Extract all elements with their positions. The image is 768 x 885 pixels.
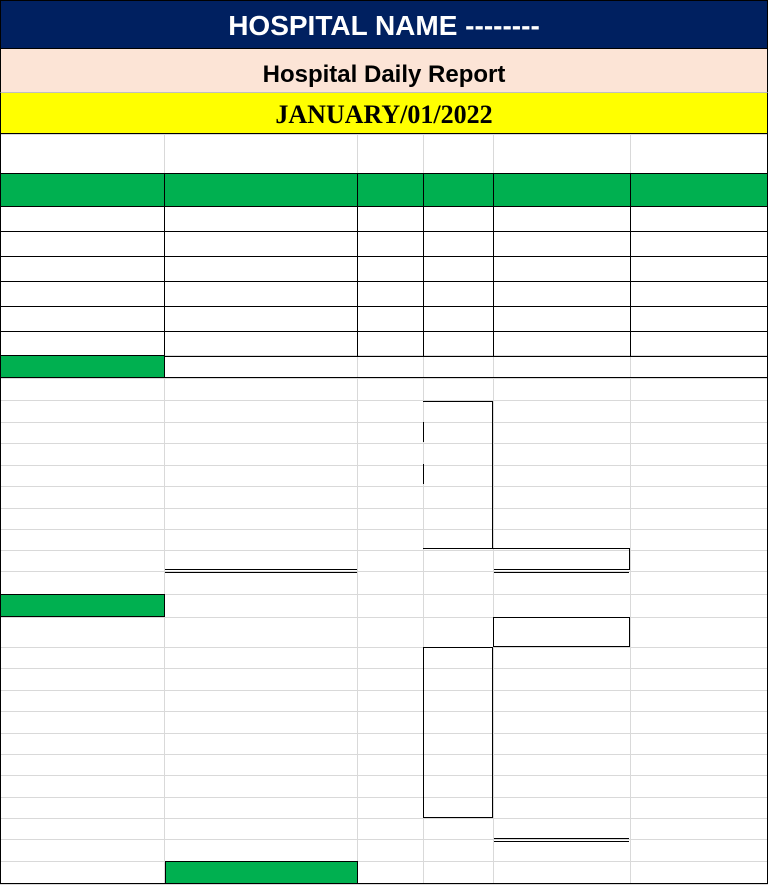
doctor-name xyxy=(0,206,165,232)
total-receipts-label xyxy=(165,550,357,569)
receipt-item xyxy=(358,444,492,465)
doctor-table-cell xyxy=(630,331,768,357)
doctor-table-cell xyxy=(630,281,768,307)
doctor-table-cell xyxy=(423,281,494,307)
grid-line xyxy=(423,647,424,817)
grid-line xyxy=(492,401,493,549)
doctor-table-cell xyxy=(630,256,768,282)
grid-line xyxy=(423,817,493,818)
grid-line xyxy=(165,569,357,570)
column-header-no-of-pts xyxy=(493,173,631,207)
report-title-banner xyxy=(0,49,768,92)
column-header-days xyxy=(423,173,494,207)
grid-line xyxy=(0,690,768,691)
doctor-table-cell xyxy=(357,256,424,282)
grid-line xyxy=(0,647,768,648)
doctor-table-cell xyxy=(630,206,768,232)
grid-line xyxy=(0,733,768,734)
grid-line xyxy=(0,839,768,840)
doctor-table-cell xyxy=(164,331,358,357)
payment-item xyxy=(165,648,357,669)
column-header-receipts xyxy=(630,173,768,207)
doctor-table-cell xyxy=(493,281,631,307)
doctor-table-cell xyxy=(423,206,494,232)
doctor-name xyxy=(0,231,165,257)
grid-line xyxy=(423,401,493,402)
doctor-table-cell xyxy=(493,206,631,232)
doctor-name xyxy=(0,331,165,357)
payment-item xyxy=(165,797,357,818)
grid-line xyxy=(0,377,768,378)
doctor-table-cell xyxy=(357,206,424,232)
report-date-banner xyxy=(0,92,768,134)
column-header-time xyxy=(357,173,424,207)
doctor-table-cell xyxy=(493,256,631,282)
grid-line xyxy=(0,797,768,798)
doctor-table-cell xyxy=(630,306,768,332)
column-header-doctors xyxy=(0,173,165,207)
grid-line xyxy=(494,841,629,842)
receipt-item xyxy=(358,422,492,443)
report-title: Hospital Daily Report xyxy=(262,61,506,88)
grid-line xyxy=(629,548,630,570)
grid-line xyxy=(165,572,357,573)
receipt-item xyxy=(358,465,492,486)
opening-balance-label xyxy=(165,621,357,645)
doctor-table-cell xyxy=(423,331,494,357)
doctor-table-cell xyxy=(164,281,358,307)
doctor-table-cell xyxy=(164,256,358,282)
receipt-item xyxy=(358,529,492,550)
grid-line xyxy=(0,711,768,712)
doctor-table-cell xyxy=(423,306,494,332)
doctor-table-cell xyxy=(164,206,358,232)
doctor-table-cell xyxy=(357,306,424,332)
doctor-table-cell xyxy=(357,331,424,357)
column-header-med-specialist xyxy=(164,173,358,207)
grid-line xyxy=(423,548,630,549)
grid-line xyxy=(0,550,768,551)
doctor-name xyxy=(0,281,165,307)
payment-item xyxy=(165,669,357,690)
doctor-name xyxy=(0,306,165,332)
receipt-item xyxy=(358,508,492,529)
grid-line xyxy=(0,617,768,618)
doctor-table-cell xyxy=(164,231,358,257)
grid-line xyxy=(0,818,768,819)
grid-line xyxy=(492,647,493,817)
total-receipts-value xyxy=(494,550,606,569)
grid-line xyxy=(494,569,629,570)
doctor-table-cell xyxy=(423,231,494,257)
doctor-table-cell xyxy=(493,331,631,357)
grid-line xyxy=(423,422,424,442)
payments-total-value xyxy=(494,818,606,838)
hospital-name-banner xyxy=(0,0,768,49)
doctor-name xyxy=(0,256,165,282)
doctor-table-cell xyxy=(423,256,494,282)
payment-item xyxy=(165,733,357,754)
grid-line xyxy=(494,572,629,573)
remaining-balance-label xyxy=(165,861,358,884)
doctor-table-cell xyxy=(630,231,768,257)
payment-item xyxy=(165,776,357,797)
doctor-table-cell xyxy=(493,231,631,257)
cash-payments-label xyxy=(0,594,165,617)
payment-item xyxy=(165,754,357,775)
receipt-item xyxy=(358,401,492,422)
doctor-table-cell xyxy=(357,281,424,307)
receipt-item xyxy=(358,486,492,507)
grid-line xyxy=(0,668,768,669)
payment-item xyxy=(165,712,357,733)
grid-line xyxy=(494,838,629,839)
doctor-table-cell xyxy=(357,231,424,257)
opening-balance-value xyxy=(493,617,630,647)
grid-line xyxy=(423,464,424,484)
grid-line xyxy=(0,754,768,755)
grid-line xyxy=(0,775,768,776)
grid-line xyxy=(423,647,493,648)
payment-item xyxy=(165,691,357,712)
hospital-name: HOSPITAL NAME -------- xyxy=(228,10,540,41)
report-date: JANUARY/01/2022 xyxy=(275,100,493,129)
doctor-table-cell xyxy=(493,306,631,332)
cash-receipts-label xyxy=(0,355,165,378)
grid-line xyxy=(0,378,768,379)
doctor-table-cell xyxy=(164,306,358,332)
grid-line xyxy=(0,134,768,135)
grid-line xyxy=(0,861,768,862)
grid-line xyxy=(0,571,768,572)
